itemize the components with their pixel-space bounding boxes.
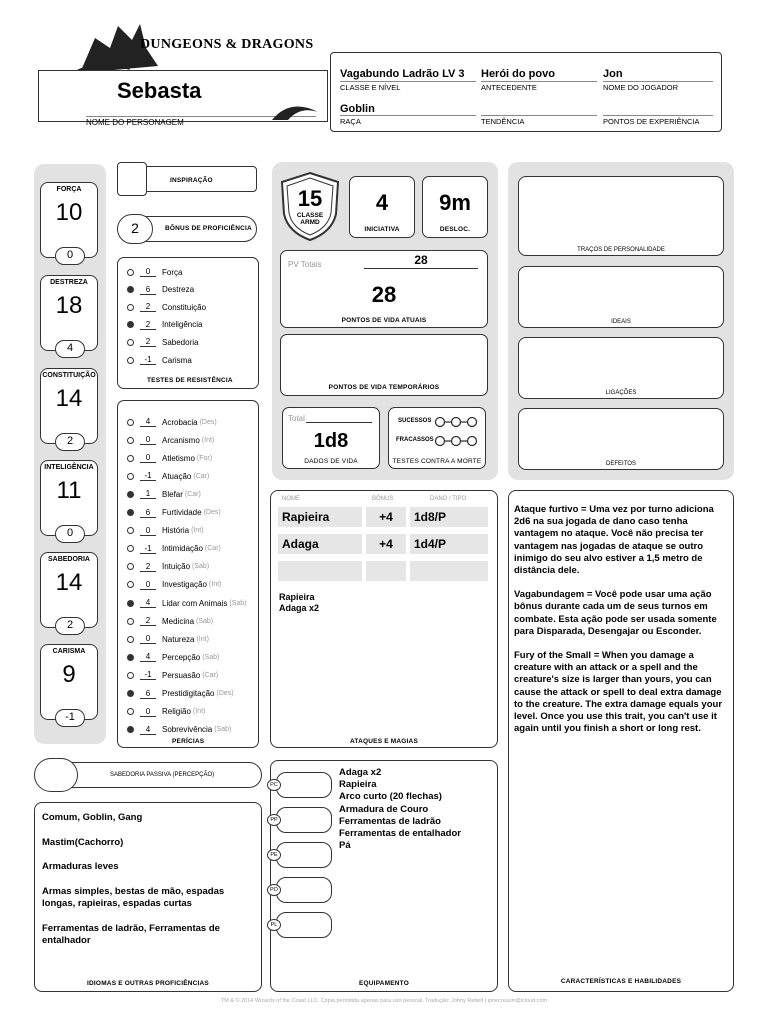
ability-modifier[interactable]: 2 [55, 433, 85, 451]
hp-temp-label: PONTOS DE VIDA TEMPORÁRIOS [328, 384, 440, 391]
skills-title: PERÍCIAS [172, 738, 205, 745]
skills-row[interactable] [127, 468, 209, 484]
attack-damage-cell[interactable] [410, 561, 488, 581]
skills-row[interactable] [127, 505, 221, 521]
background-value[interactable]: Herói do povo [481, 68, 555, 80]
hit-dice-total-label: Total [288, 414, 305, 423]
attacks-notes [279, 592, 319, 614]
attack-note: Adaga x2 [279, 603, 320, 613]
ability-name: SABEDORIA [47, 556, 90, 563]
speed-value[interactable]: 9m [439, 190, 471, 215]
proficiency-dot[interactable] [127, 726, 134, 733]
ability-modifier[interactable]: -1 [55, 709, 85, 727]
saves-value[interactable]: 2 [140, 320, 156, 330]
skills-value[interactable]: 2 [140, 616, 156, 626]
proficiency-value[interactable]: 2 [117, 214, 153, 244]
armor-class-value[interactable]: 15 [297, 186, 323, 211]
attack-bonus-cell[interactable] [366, 561, 406, 581]
skills-value[interactable]: -1 [140, 544, 156, 554]
saves-name: Inteligência [162, 320, 203, 330]
coin-box[interactable] [270, 877, 332, 903]
saves-value[interactable]: 2 [140, 302, 156, 312]
skills-value[interactable]: -1 [140, 471, 156, 481]
attack-damage-cell[interactable]: 1d4/P [410, 534, 488, 554]
proficiency-dot[interactable] [127, 618, 134, 625]
skills-attribute: (Car) [204, 545, 221, 553]
equipment-item: Ferramentas de ladrão [339, 815, 441, 827]
failures-label: FRACASSOS [396, 437, 434, 443]
saves-row[interactable] [127, 352, 192, 368]
proficiency-dot[interactable] [127, 455, 134, 462]
proficiency-dot[interactable] [127, 672, 134, 679]
ability-modifier[interactable]: 0 [55, 525, 85, 543]
features-title: CARACTERÍSTICAS E HABILIDADES [560, 978, 682, 985]
skills-name: Investigação [162, 580, 207, 590]
ability-score[interactable]: 14 [55, 385, 83, 412]
skills-attribute: (Int) [201, 436, 215, 444]
initiative-label: INICIATIVA [364, 226, 400, 233]
saves-name: Sabedoria [162, 337, 199, 347]
coin-label: PE [267, 849, 281, 861]
character-name-label: NOME DO PERSONAGEM [86, 116, 316, 127]
saves-name: Força [162, 267, 183, 277]
skills-name: Intimidação [162, 544, 203, 554]
saves-row[interactable] [127, 334, 198, 350]
proficiency-dot[interactable] [127, 269, 134, 276]
ability-1 [40, 275, 98, 354]
coin-box[interactable] [270, 912, 332, 938]
skills-name: Arcanismo [162, 435, 200, 445]
attacks-box [270, 490, 498, 748]
proficiency-dot[interactable] [127, 600, 134, 607]
saves-row[interactable] [127, 299, 206, 315]
footer-text: TM & © 2014 Wizards of the Coast LLC. Cópia permitida apenas para uso pessoal. Tradução: Johny Rebelt | jonecreasrr@icloud.com [220, 998, 548, 1004]
feature-paragraph: Vagabundagem = Você pode usar uma ação bônus durante cada um de seus turnos em combate. Esta ação pode ser usada somente para Disparada, Desengajar ou Esconder. [514, 589, 717, 637]
proficiency-dot[interactable] [127, 545, 134, 552]
death-saves-label: TESTES CONTRA A MORTE [392, 458, 482, 465]
bonds-label: LIGAÇÕES [605, 390, 637, 396]
proficiency-dot[interactable] [127, 321, 134, 328]
skills-value[interactable]: 2 [140, 562, 156, 572]
passive-wisdom-value[interactable] [34, 758, 78, 792]
skills-value[interactable]: 0 [140, 580, 156, 590]
skills-name: Atuação [162, 471, 192, 481]
ability-score[interactable]: 10 [55, 199, 83, 226]
inspiration-checkbox[interactable] [117, 162, 147, 196]
hp-max-line [364, 268, 478, 269]
hp-max-value[interactable]: 28 [414, 253, 428, 267]
ability-0 [40, 182, 98, 261]
flaws-label: DEFEITOS [606, 461, 636, 467]
skills-attribute: (Car) [202, 671, 219, 679]
proficiency-dot[interactable] [127, 708, 134, 715]
skills-row[interactable] [127, 577, 221, 593]
flaws-box[interactable] [518, 408, 724, 470]
ability-modifier[interactable]: 4 [55, 340, 85, 358]
skills-attribute: (Int) [191, 527, 204, 535]
saves-row[interactable] [127, 317, 202, 333]
successes-label: SUCESSOS [398, 418, 432, 424]
personality-traits-label: TRAÇOS DE PERSONALIDADE [577, 247, 665, 253]
skills-name: Furtividade [162, 508, 202, 517]
saves-name: Carisma [162, 355, 192, 365]
player-name-label: NOME DO JOGADOR [603, 81, 713, 92]
coin-label: PP [267, 814, 281, 826]
background-label: ANTECEDENTE [481, 81, 597, 92]
skills-row[interactable] [127, 704, 205, 720]
feature-paragraph: Fury of the Small = When you damage a creature with an attack or a spell and the creature's size is larger than yours, you can cause the attack or spell to deal extra damage to the creature. The extra damage equals your level. Once you use this trait, you can't use it again until you finish a short or long rest. [514, 650, 723, 735]
proficiency-dot[interactable] [127, 491, 134, 498]
proficiency-dot[interactable] [127, 286, 134, 293]
attack-damage-cell[interactable]: 1d8/P [410, 507, 488, 527]
skills-value[interactable]: 6 [140, 508, 156, 518]
hit-dice-label: DADOS DE VIDA [304, 458, 358, 465]
personality-traits-box[interactable] [518, 176, 724, 256]
ability-modifier[interactable]: 0 [55, 247, 85, 265]
attack-note: Rapieira [279, 592, 315, 602]
skills-attribute: (Sab) [202, 653, 220, 661]
coin-box[interactable] [270, 772, 332, 798]
ideals-box[interactable] [518, 266, 724, 328]
skills-value[interactable]: 4 [140, 598, 156, 608]
saves-value[interactable]: 0 [140, 267, 156, 277]
skills-name: Sobrevivência [162, 725, 213, 735]
skills-value[interactable]: 1 [140, 489, 156, 499]
skills-attribute: (Sab) [192, 563, 210, 571]
ability-5 [40, 644, 98, 723]
armor-class-label: CLASSE ARMD [296, 212, 324, 226]
skills-row[interactable] [127, 686, 234, 702]
equipment-item: Rapieira [339, 779, 377, 791]
proficiency-dot[interactable] [127, 690, 134, 697]
proficiency-dot[interactable] [127, 509, 134, 516]
proficiency-item: Comum, Goblin, Gang [42, 812, 143, 823]
alignment-label: TENDÊNCIA [481, 115, 597, 126]
race-value[interactable]: Goblin [340, 103, 375, 115]
ability-name: FORÇA [56, 186, 82, 193]
skills-row[interactable] [127, 595, 246, 611]
proficiency-dot[interactable] [127, 636, 134, 643]
race-label: RAÇA [340, 115, 476, 126]
hit-dice-value[interactable]: 1d8 [313, 430, 349, 452]
coin-label: PC [267, 779, 281, 791]
skills-row[interactable] [127, 722, 231, 738]
hp-max-label: PV Totais [288, 260, 322, 269]
skills-attribute: (Des) [216, 690, 234, 697]
dragon-tail-icon [270, 98, 320, 124]
skills-row[interactable] [127, 486, 201, 502]
skills-row[interactable] [127, 649, 219, 665]
attack-bonus-cell[interactable]: +4 [366, 534, 406, 554]
death-save-circles-icon[interactable] [434, 415, 480, 451]
skills-attribute: (Sab) [214, 726, 232, 734]
hp-current-value[interactable]: 28 [371, 282, 397, 307]
proficiency-dot[interactable] [127, 357, 134, 364]
class-level-label: CLASSE E NÍVEL [340, 81, 476, 92]
logo-text: DUNGEONS & DRAGONS [140, 37, 314, 52]
features-text [514, 504, 730, 735]
proficiency-dot[interactable] [127, 437, 134, 444]
skills-value[interactable]: 4 [140, 725, 156, 735]
equipment-item: Adaga x2 [339, 767, 382, 778]
attacks-col-damage: DANO / TIPO [430, 496, 467, 502]
skills-row[interactable] [127, 432, 214, 448]
ability-3 [40, 460, 98, 539]
ability-2 [40, 368, 98, 447]
attacks-title: ATAQUES E MAGIAS [350, 738, 418, 745]
saves-value[interactable]: 6 [140, 285, 156, 295]
ability-score[interactable]: 11 [56, 477, 82, 504]
skills-value[interactable]: 0 [140, 526, 156, 536]
skills-attribute: (Sab) [196, 617, 214, 625]
passive-wisdom-label: SABEDORIA PASSIVA (PERCEPÇÃO) [110, 772, 215, 778]
skills-name: Intuição [162, 562, 191, 572]
equipment-item: Armadura de Couro [339, 803, 429, 815]
skills-value[interactable]: 4 [140, 652, 156, 662]
coin-label: PO [267, 884, 281, 896]
proficiency-item: Ferramentas de ladrão, Ferramentas de entalhador [42, 923, 220, 946]
skills-attribute: (For) [196, 454, 213, 462]
ability-score[interactable]: 9 [62, 661, 76, 688]
proficiency-dot[interactable] [127, 527, 134, 534]
skills-attribute: (Car) [184, 490, 201, 498]
skills-row[interactable] [127, 667, 218, 683]
skills-name: Lidar com Animais [162, 598, 228, 608]
skills-attribute: (Int) [192, 708, 206, 716]
equipment-title: EQUIPAMENTO [359, 980, 409, 987]
proficiency-dot[interactable] [127, 563, 134, 570]
skills-value[interactable]: 0 [140, 707, 156, 717]
coin-box[interactable] [270, 842, 332, 868]
skills-row[interactable] [127, 450, 212, 466]
attacks-col-name: NOME [282, 496, 300, 502]
proficiency-dot[interactable] [127, 339, 134, 346]
player-name-value[interactable]: Jon [603, 68, 623, 80]
bonds-box[interactable] [518, 337, 724, 399]
attack-name-cell[interactable]: Adaga [278, 534, 362, 554]
skills-value[interactable]: 6 [140, 689, 156, 699]
skills-name: História [162, 526, 190, 536]
attack-name-cell[interactable]: Rapieira [278, 507, 362, 527]
ability-name: CONSTITUIÇÃO [42, 372, 96, 379]
skills-row[interactable] [127, 523, 204, 539]
skills-value[interactable]: 0 [140, 634, 156, 644]
class-level-value[interactable]: Vagabundo Ladrão LV 3 [340, 68, 465, 80]
skills-row[interactable] [127, 414, 217, 430]
attack-name-cell[interactable] [278, 561, 362, 581]
equipment-item: Ferramentas de entalhador [339, 828, 461, 839]
saves-row[interactable] [127, 264, 182, 280]
equipment-item: Pá [339, 840, 351, 852]
proficiency-dot[interactable] [127, 654, 134, 661]
skills-row[interactable] [127, 631, 209, 647]
proficiency-dot[interactable] [127, 304, 134, 311]
proficiency-dot[interactable] [127, 419, 134, 426]
hp-current-label: PONTOS DE VIDA ATUAIS [341, 317, 427, 324]
speed-label: DESLOC. [439, 226, 471, 233]
proficiency-dot[interactable] [127, 473, 134, 480]
skills-name: Percepção [162, 652, 201, 662]
saves-row[interactable] [127, 282, 194, 298]
skills-name: Atletismo [162, 453, 195, 463]
feature-paragraph: Ataque furtivo = Uma vez por turno adiciona 2d6 na sua jogada de dano caso tenha vantagem no ataque. Você não precisa ter vantagem nas jogadas de ataque se outro inimigo do seu alvo estiver a 1,5 metro de distância dele. [514, 504, 714, 577]
skills-value[interactable]: 0 [140, 453, 156, 463]
saves-name: Destreza [162, 285, 195, 295]
coin-box[interactable] [270, 807, 332, 833]
skills-name: Prestidigitação [162, 689, 215, 698]
attacks-col-bonus: BÔNUS [372, 496, 394, 502]
skills-attribute: (Int) [208, 581, 222, 589]
ability-score[interactable]: 14 [55, 569, 83, 596]
proficiencies-title: IDIOMAS E OUTRAS PROFICIÊNCIAS [87, 980, 209, 987]
skills-value[interactable]: -1 [140, 670, 156, 680]
saving-throws-title: TESTES DE RESISTÊNCIA [147, 377, 233, 384]
ideals-label: IDEAIS [611, 319, 631, 325]
saves-value[interactable]: -1 [140, 355, 156, 365]
skills-row[interactable] [127, 541, 221, 557]
skills-attribute: (Int) [196, 635, 209, 643]
skills-attribute: (Des) [199, 418, 217, 426]
proficiency-item: Armas simples, bestas de mão, espadas longas, rapieiras, espadas curtas [42, 886, 225, 909]
initiative-value[interactable]: 4 [375, 190, 389, 215]
skills-row[interactable] [127, 613, 213, 629]
skills-value[interactable]: 4 [140, 417, 156, 427]
skills-row[interactable] [127, 559, 209, 575]
skills-attribute: (Sab) [229, 599, 247, 607]
xp-label: PONTOS DE EXPERIÊNCIA [603, 115, 713, 126]
equipment-item: Arco curto (20 flechas) [339, 791, 442, 803]
proficiency-item: Armaduras leves [42, 861, 119, 872]
ability-score[interactable]: 18 [55, 292, 83, 319]
proficiency-item: Mastim(Cachorro) [42, 837, 124, 848]
ability-name: CARISMA [52, 648, 86, 655]
inspiration-label: INSPIRAÇÃO [170, 177, 213, 184]
ability-4 [40, 552, 98, 631]
skills-attribute: (Des) [203, 509, 221, 516]
skills-name: Acrobacia [162, 417, 198, 427]
ability-name: DESTREZA [50, 279, 88, 286]
proficiency-dot[interactable] [127, 581, 134, 588]
ability-name: INTELIGÊNCIA [44, 464, 94, 471]
ability-modifier[interactable]: 2 [55, 617, 85, 635]
skills-name: Persuasão [162, 670, 201, 680]
coin-label: PL [267, 919, 281, 931]
saves-value[interactable]: 2 [140, 337, 156, 347]
character-name[interactable]: Sebasta [117, 78, 202, 103]
saves-name: Constituição [162, 302, 207, 312]
hit-dice-total-line [306, 422, 372, 423]
proficiency-label: BÔNUS DE PROFICIÊNCIA [165, 225, 252, 232]
skills-attribute: (Car) [193, 472, 210, 480]
attack-bonus-cell[interactable]: +4 [366, 507, 406, 527]
skills-name: Natureza [162, 634, 195, 644]
skills-name: Religião [162, 707, 191, 717]
skills-value[interactable]: 0 [140, 435, 156, 445]
skills-name: Medicina [162, 616, 195, 626]
skills-name: Blefar [162, 489, 183, 499]
